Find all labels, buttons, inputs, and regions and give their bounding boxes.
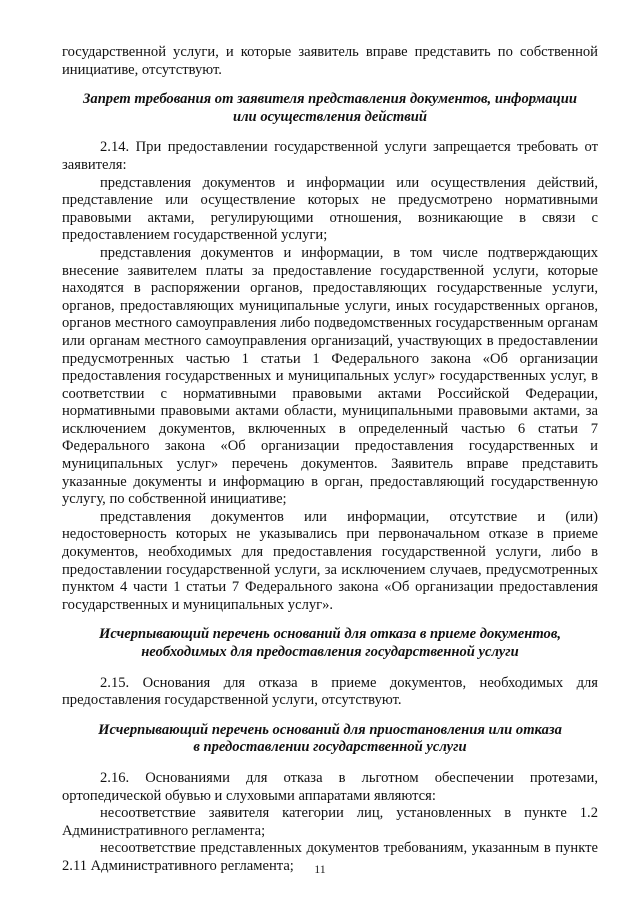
paragraph-item: представления документов или информации, отсутствие и (или) недостоверность которых не указывались при первоначальном отказе в приеме документов, необходимых для предоставления государственной услуги, либо в предоставлении государственной услуги, за исключением случаев, предусмотренных пунктом 4 части 1 статьи 7 Федерального закона «Об организации предоставления государственных и муниципальных услуг».	[62, 508, 598, 613]
section-heading-3: Исчерпывающий перечень оснований для приостановления или отказа в предоставлении государственной услуги	[98, 721, 562, 756]
opening-paragraph: государственной услуги, и которые заявитель вправе представить по собственной инициативе, отсутствуют.	[62, 44, 598, 78]
paragraph-item: представления документов и информации, в том числе подтверждающих внесение заявителем платы за предоставление государственной услуги, которые находятся в распоряжении органов, предоставляющих государственные услуги, органов, предоставляющих муниципальные услуги, иных государственных органов, органов местного самоуправления либо подведомственных государственным органам или органам местного самоуправления организаций, участвующих в предоставлении предусмотренных частью 1 статьи 1 Федерального закона «Об организации предоставления государственных и муниципальных услуг» государственных услуг, в соответствии с нормативными правовыми актами Российской Федерации, нормативными правовыми актами области, муниципальными правовыми актами, за исключением документов, включенных в определенный частью 6 статьи 7 Федерального закона «Об организации предоставления государственных и муниципальных услуг» перечень документов. Заявитель вправе представить указанные документы и информацию в орган, предоставляющий государственную услугу, по собственной инициативе;	[62, 244, 598, 508]
section-heading-1: Запрет требования от заявителя представления документов, информации или осуществления действий	[82, 91, 578, 125]
paragraph-item: несоответствие заявителя категории лиц, установленных в пункте 1.2 Административного регламента;	[62, 805, 598, 839]
section-heading-2: Исчерпывающий перечень оснований для отказа в приеме документов, необходимых для предоставления государственной услуги	[98, 626, 562, 660]
page-number: 11	[314, 862, 326, 876]
paragraph-item: представления документов и информации или осуществления действий, представление или осуществление которых не предусмотрено нормативными правовыми актами, регулирующими отношения, возникающие в связи с предоставлением государственной услуги;	[62, 174, 598, 244]
paragraph-item: несоответствие представленных документов требованиям, указанным в пункте 2.11 Административного регламента;	[62, 840, 598, 874]
paragraph-2-14: 2.14. При предоставлении государственной услуги запрещается требовать от заявителя:	[62, 139, 598, 173]
paragraph-2-16: 2.16. Основаниями для отказа в льготном обеспечении протезами, ортопедической обувью и слуховыми аппаратами являются:	[62, 769, 598, 804]
paragraph-2-15: 2.15. Основания для отказа в приеме документов, необходимых для предоставления государственной услуги, отсутствуют.	[62, 674, 598, 709]
